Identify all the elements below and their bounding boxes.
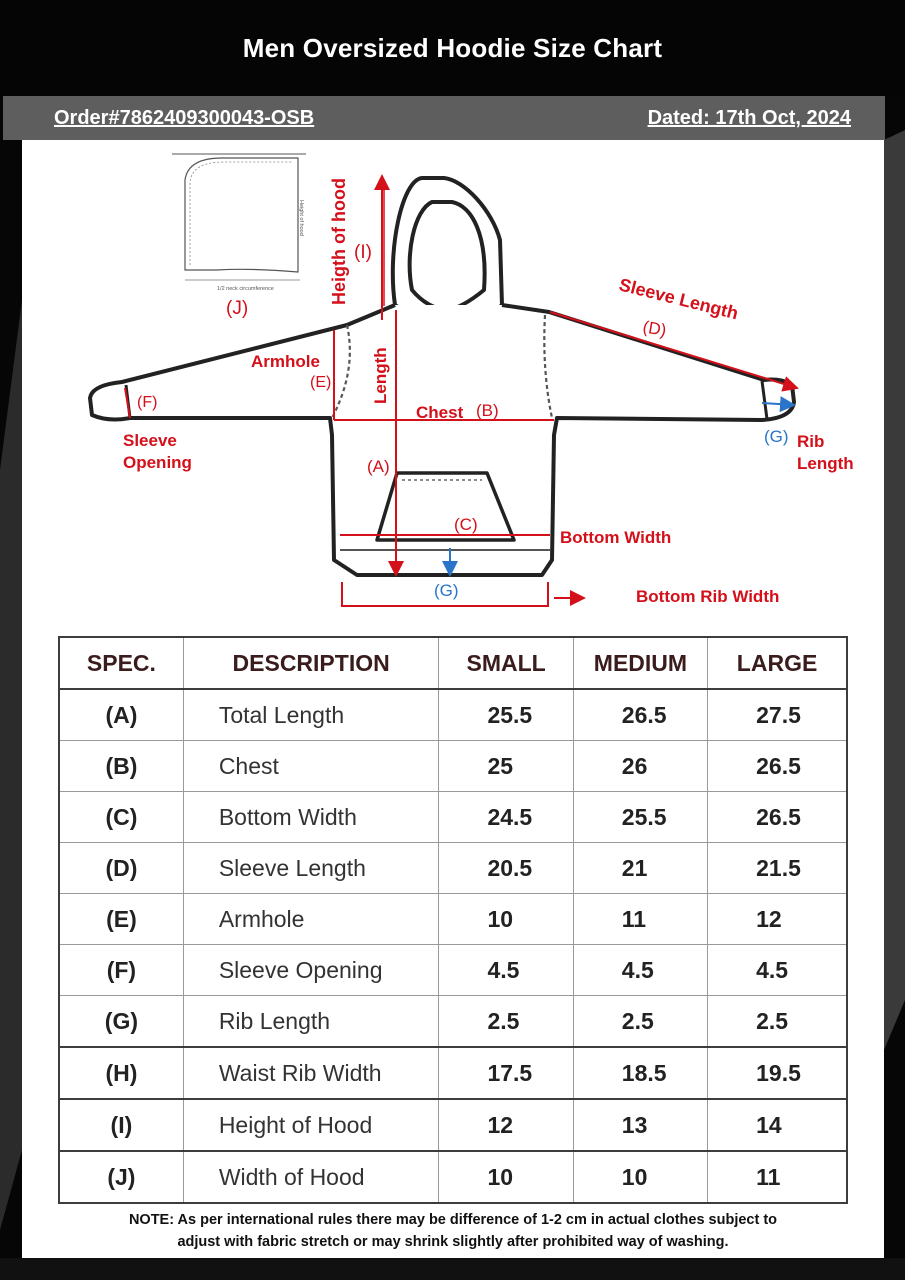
- small-cell: 2.5: [439, 996, 573, 1048]
- table-row: [59, 689, 847, 741]
- label-length: Length: [371, 347, 390, 404]
- large-cell: 27.5: [708, 689, 847, 741]
- large-cell: 14: [708, 1099, 847, 1151]
- page-title: Men Oversized Hoodie Size Chart: [242, 32, 663, 63]
- label-bottom-rib-marker: (G): [434, 581, 459, 600]
- small-cell: 24.5: [439, 792, 573, 843]
- spec-cell: (J): [59, 1151, 183, 1203]
- large-cell: 4.5: [708, 945, 847, 996]
- spec-cell: (E): [59, 894, 183, 945]
- description-cell: Armhole: [183, 894, 439, 945]
- label-sleeve-opening-line2: Opening: [123, 453, 192, 472]
- table-header-row: [59, 637, 847, 689]
- spec-cell: (G): [59, 996, 183, 1048]
- large-cell: 19.5: [708, 1047, 847, 1099]
- label-sleeve-length-marker: (D): [641, 317, 668, 341]
- note-line-1: NOTE: As per international rules there may be difference of 1-2 cm in actual clothes subject to: [128, 1212, 778, 1228]
- large-cell: 26.5: [708, 741, 847, 792]
- label-sleeve-length: Sleeve Length: [617, 274, 741, 324]
- spec-cell: (D): [59, 843, 183, 894]
- label-armhole-marker: (E): [310, 374, 332, 391]
- description-cell: Height of Hood: [183, 1099, 439, 1151]
- table-row: [59, 792, 847, 843]
- description-cell: Rib Length: [183, 996, 439, 1048]
- medium-cell: 13: [573, 1099, 707, 1151]
- spec-cell: (A): [59, 689, 183, 741]
- small-cell: 10: [439, 1151, 573, 1203]
- label-sleeve-opening-marker: (F): [137, 394, 158, 411]
- table-row: [59, 843, 847, 894]
- description-cell: Sleeve Opening: [183, 945, 439, 996]
- medium-cell: 2.5: [573, 996, 707, 1048]
- large-cell: 12: [708, 894, 847, 945]
- washing-note: [78, 1209, 828, 1253]
- small-cell: 4.5: [439, 945, 573, 996]
- label-total-length-marker: (A): [367, 457, 390, 476]
- description-cell: Waist Rib Width: [183, 1047, 439, 1099]
- description-cell: Total Length: [183, 689, 439, 741]
- note-line-2: adjust with fabric stretch or may shrink slightly after prohibited way of washing.: [177, 1234, 729, 1250]
- small-cell: 17.5: [439, 1047, 573, 1099]
- medium-cell: 26: [573, 741, 707, 792]
- medium-cell: 21: [573, 843, 707, 894]
- page-header: [0, 0, 905, 96]
- description-cell: Width of Hood: [183, 1151, 439, 1203]
- small-cell: 12: [439, 1099, 573, 1151]
- table-row: [59, 1047, 847, 1099]
- label-rib-length-line1: Rib: [797, 432, 825, 451]
- order-date: Dated: 17th Oct, 2024: [647, 107, 851, 129]
- label-chest-marker: (B): [476, 401, 499, 420]
- description-cell: Bottom Width: [183, 792, 439, 843]
- description-cell: Chest: [183, 741, 439, 792]
- hood-pattern-inset: [172, 154, 306, 319]
- table-row: [59, 1099, 847, 1151]
- table-row: [59, 945, 847, 996]
- inset-neck-label: 1/2 neck circumference: [217, 286, 274, 292]
- header-medium: MEDIUM: [573, 637, 707, 689]
- medium-cell: 25.5: [573, 792, 707, 843]
- table-row: [59, 741, 847, 792]
- large-cell: 21.5: [708, 843, 847, 894]
- spec-cell: (B): [59, 741, 183, 792]
- hoodie-diagram: [22, 140, 884, 620]
- label-rib-marker: (G): [764, 427, 789, 446]
- medium-cell: 4.5: [573, 945, 707, 996]
- large-cell: 26.5: [708, 792, 847, 843]
- small-cell: 25.5: [439, 689, 573, 741]
- header-description: DESCRIPTION: [183, 637, 439, 689]
- spec-cell: (C): [59, 792, 183, 843]
- order-number: Order#7862409300043-OSB: [54, 107, 315, 129]
- table-row: [59, 894, 847, 945]
- header-large: LARGE: [708, 637, 847, 689]
- spec-cell: (F): [59, 945, 183, 996]
- hood-width-marker: (J): [226, 298, 249, 319]
- medium-cell: 10: [573, 1151, 707, 1203]
- inset-height-label: Height of hood: [298, 200, 304, 236]
- label-bottom-rib-width: Bottom Rib Width: [636, 587, 780, 606]
- description-cell: Sleeve Length: [183, 843, 439, 894]
- large-cell: 2.5: [708, 996, 847, 1048]
- medium-cell: 11: [573, 894, 707, 945]
- hoodie-outline: [90, 178, 794, 575]
- label-chest: Chest: [416, 403, 464, 422]
- small-cell: 25: [439, 741, 573, 792]
- size-spec-table: [58, 636, 848, 1204]
- header-spec: SPEC.: [59, 637, 183, 689]
- label-hood-marker: (I): [354, 242, 372, 263]
- order-bar: [3, 96, 885, 140]
- header-small: SMALL: [439, 637, 573, 689]
- large-cell: 11: [708, 1151, 847, 1203]
- table-row: [59, 996, 847, 1048]
- label-rib-length-line2: Length: [797, 454, 854, 473]
- spec-cell: (H): [59, 1047, 183, 1099]
- label-bottom-width-marker: (C): [454, 515, 478, 534]
- small-cell: 20.5: [439, 843, 573, 894]
- small-cell: 10: [439, 894, 573, 945]
- label-sleeve-opening-line1: Sleeve: [123, 431, 177, 450]
- label-height-of-hood: Heigth of hood: [329, 178, 349, 305]
- medium-cell: 18.5: [573, 1047, 707, 1099]
- table-row: [59, 1151, 847, 1203]
- medium-cell: 26.5: [573, 689, 707, 741]
- label-bottom-width: Bottom Width: [560, 528, 672, 547]
- label-armhole: Armhole: [251, 352, 320, 371]
- spec-cell: (I): [59, 1099, 183, 1151]
